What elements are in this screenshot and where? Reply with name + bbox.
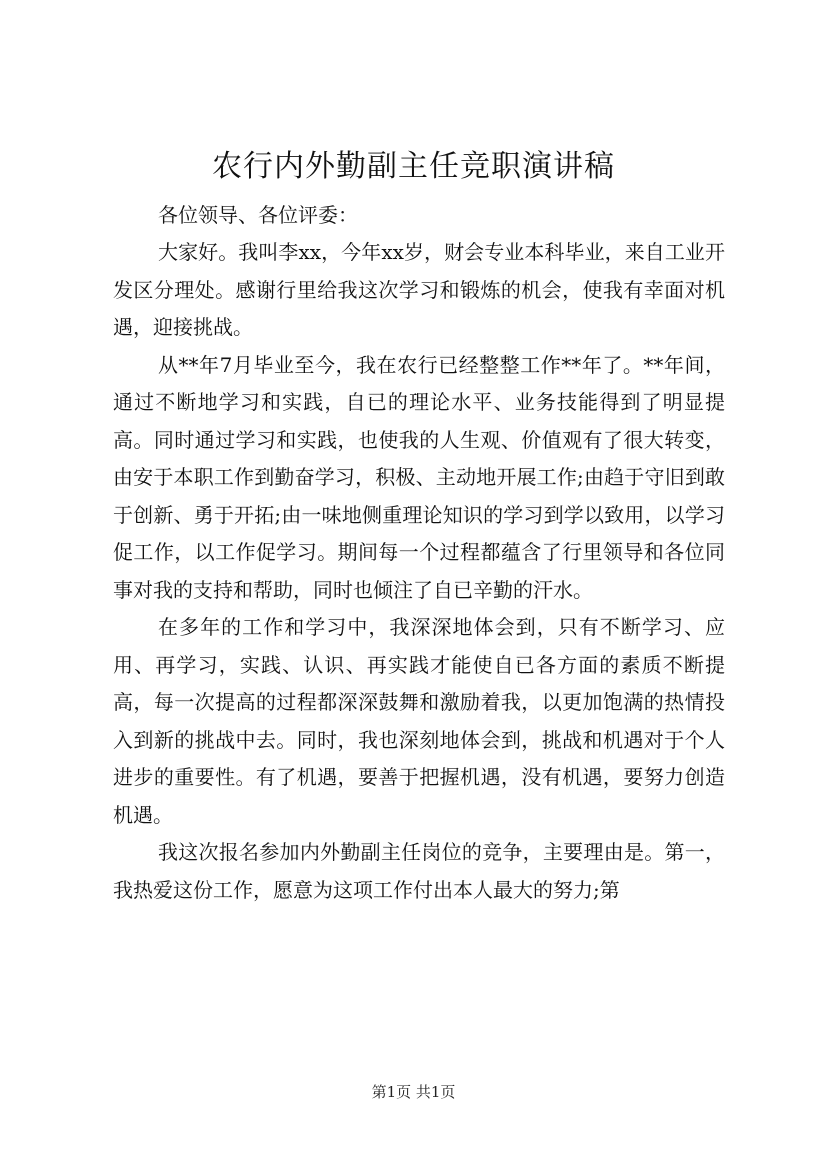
paragraph-reasons: 我这次报名参加内外勤副主任岗位的竞争，主要理由是。第一，我热爱这份工作，愿意为这项工作付出本人最大的努力;第 bbox=[113, 840, 725, 902]
page-number-footer: 第1页 共1页 bbox=[371, 1083, 456, 1101]
paragraph-work-experience: 从**年7月毕业至今，我在农行已经整整工作**年了。**年间，通过不断地学习和实践，自已的理论水平、业务技能得到了明显提高。同时通过学习和实践，也使我的人生观、价值观有了很大转变，由安于本职工作到勤奋学习，积极、主动地开展工作;由趋于守旧到敢于创新、勇于开拓;由一味地侧重理论知识的学习到学以致用，以学习促工作，以工作促学习。期间每一个过程都蕴含了行里领导和各位同事对我的支持和帮助，同时也倾注了自已辛勤的汗水。 bbox=[113, 352, 725, 602]
paragraph-introduction: 大家好。我叫李xx，今年xx岁，财会专业本科毕业，来自工业开发区分理处。感谢行里给我这次学习和锻炼的机会，使我有幸面对机遇，迎接挑战。 bbox=[113, 240, 725, 339]
document-body bbox=[113, 197, 725, 909]
document-title: 农行内外勤副主任竞职演讲稿 bbox=[212, 149, 615, 184]
paragraph-reflection: 在多年的工作和学习中，我深深地体会到，只有不断学习、应用、再学习，实践、认识、再实践才能使自已各方面的素质不断提高，每一次提高的过程都深深鼓舞和激励着我，以更加饱满的热情投入到新的挑战中去。同时，我也深刻地体会到，挑战和机遇对于个人进步的重要性。有了机遇，要善于把握机遇，没有机遇，要努力创造机遇。 bbox=[113, 615, 725, 827]
salutation: 各位领导、各位评委： bbox=[158, 203, 358, 227]
